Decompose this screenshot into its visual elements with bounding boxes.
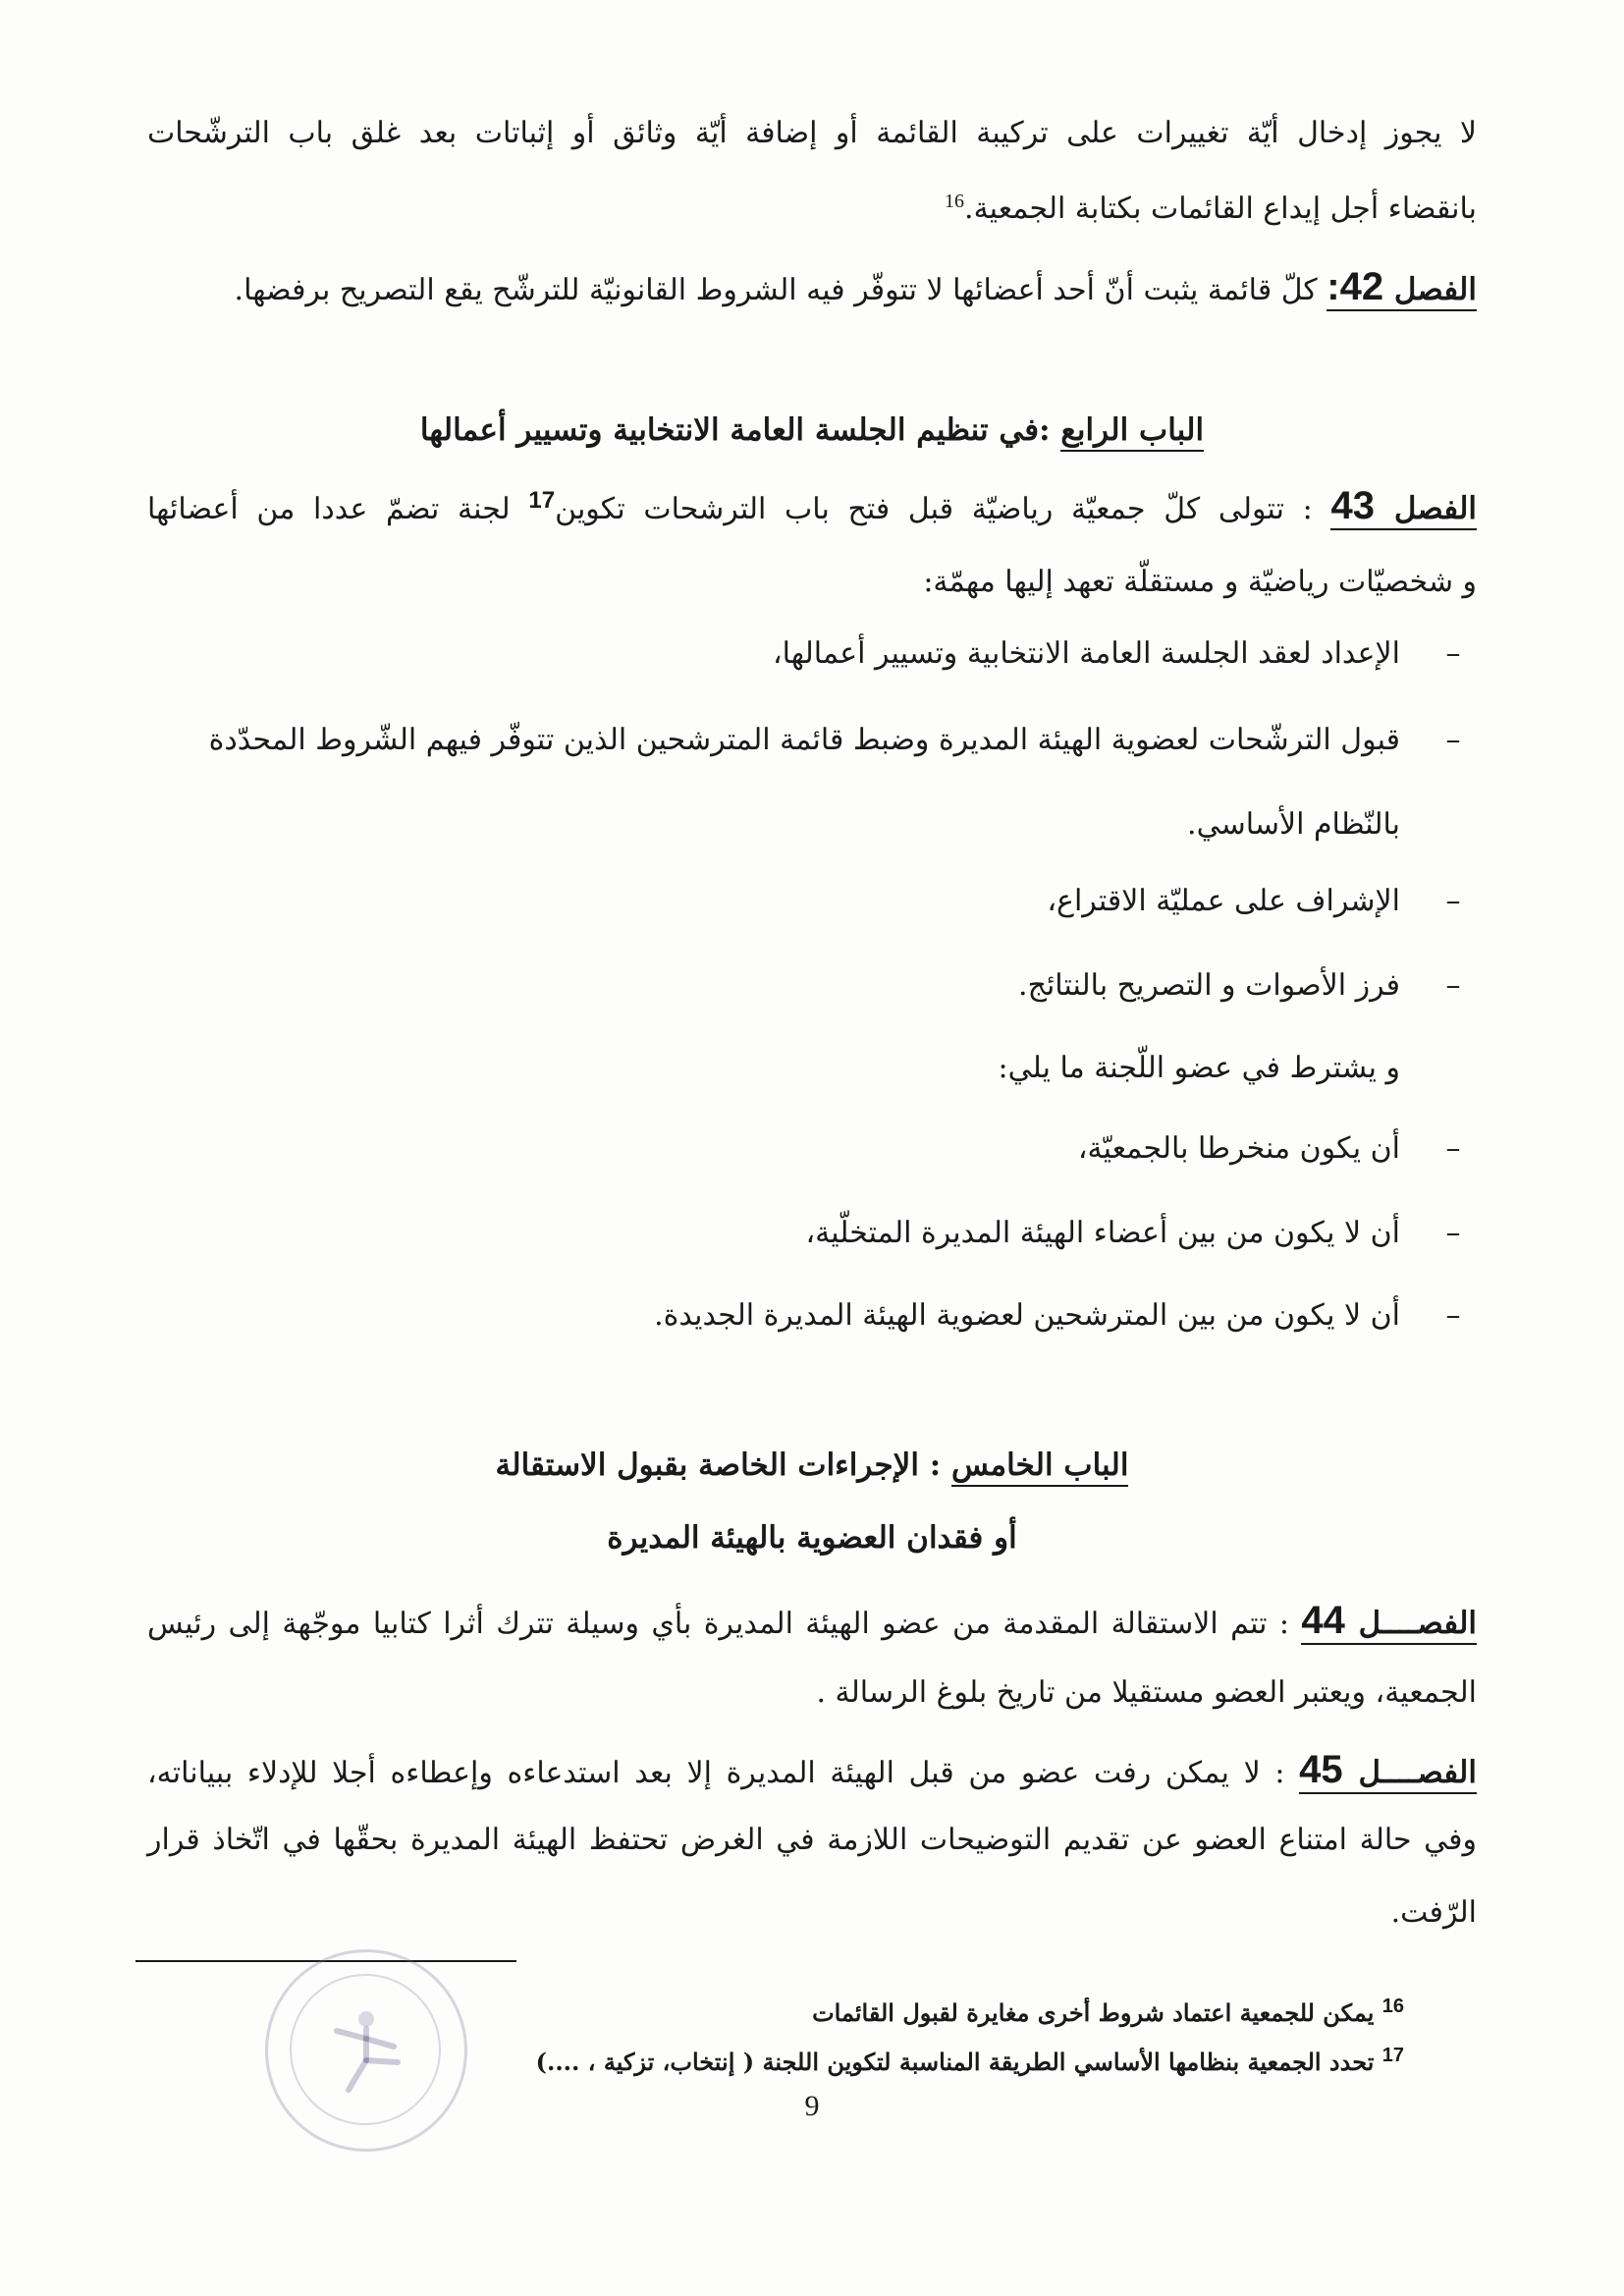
article-number: 44 <box>1301 1599 1345 1642</box>
paragraph-text: الجمعية، ويعتبر العضو مستقيلا من تاريخ بلوغ الرسالة . <box>816 1675 1477 1710</box>
article-label: الفصل <box>1393 272 1477 307</box>
paragraph-text: لا يجوز إدخال أيّة تغييرات على تركيبة القائمة أو إضافة أيّة وثائق أو إثباتات بعد غلق باب الترشّحات <box>147 116 1477 150</box>
chapter-title: : الإجراءات الخاصة بقبول الاستقالة <box>495 1448 942 1483</box>
article-number: 43 <box>1330 484 1375 527</box>
list-item <box>654 1298 1400 1333</box>
article-heading <box>1299 1748 1477 1794</box>
list-item-text: الإعداد لعقد الجلسة العامة الانتخابية وتسيير أعمالها، <box>772 636 1400 671</box>
list-item <box>1078 1131 1400 1166</box>
chapter-label: الباب الرابع <box>1060 412 1204 452</box>
article-heading <box>1330 484 1478 530</box>
list-item-text: قبول الترشّحات لعضوية الهيئة المديرة وضبط قائمة المترشحين الذين تتوفّر فيهم الشّروط المحدّدة <box>208 723 1400 757</box>
list-item-text: أن يكون منخرطا بالجمعيّة، <box>1077 1131 1400 1166</box>
article-text: : لا يمكن رفت عضو من قبل الهيئة المديرة إلا بعد استدعاءه وإعطاءه أجلا للإدلاء ببياناته، <box>147 1756 1285 1790</box>
dash-icon: – <box>1445 1131 1461 1166</box>
list-item <box>209 723 1400 757</box>
article-number: 42: <box>1326 265 1384 308</box>
dash-icon: – <box>1445 1216 1461 1250</box>
dash-icon: – <box>1445 1298 1461 1333</box>
article-45 <box>147 1748 1477 1792</box>
article-label: الفصــــل <box>1358 1606 1478 1641</box>
dash-icon: – <box>1445 636 1461 671</box>
chapter-label: الباب الخامس <box>951 1448 1128 1487</box>
dash-icon: – <box>1445 723 1461 757</box>
page-number: 9 <box>804 2090 820 2122</box>
paragraph-line <box>147 1823 1477 1857</box>
footnote-number: 17 <box>1381 2045 1404 2066</box>
paragraph-text: وفي حالة امتناع العضو عن تقديم التوضيحات اللازمة في الغرض تحتفظ الهيئة المديرة بحقّها في اتّخاذ قرار <box>147 1823 1477 1857</box>
chapter-heading <box>0 412 1624 448</box>
paragraph-line <box>816 1675 1477 1710</box>
article-43 <box>147 484 1477 528</box>
paragraph-line <box>923 565 1477 599</box>
paragraph-line <box>1391 1895 1477 1930</box>
article-42 <box>235 265 1477 309</box>
footnote-ref: 17 <box>528 487 556 514</box>
article-heading <box>1301 1599 1478 1645</box>
list-item <box>773 636 1400 671</box>
list-item <box>805 1216 1400 1250</box>
list-item <box>1018 968 1400 1003</box>
list-item-text: أن لا يكون من بين أعضاء الهيئة المديرة المتخلّية، <box>805 1216 1400 1250</box>
list-item-continuation <box>1187 807 1400 842</box>
paragraph-text: و يشترط في عضو اللّجنة ما يلي: <box>998 1051 1400 1085</box>
chapter-title: أو فقدان العضوية بالهيئة المديرة <box>607 1520 1017 1556</box>
article-44 <box>147 1599 1477 1643</box>
list-item-text: بالنّظام الأساسي. <box>1187 807 1400 842</box>
footnote-number: 16 <box>1381 1995 1404 2017</box>
footnote-16 <box>812 1995 1404 2027</box>
article-text: : تتم الاستقالة المقدمة من عضو الهيئة المديرة بأي وسيلة تترك أثرا كتابيا موجّهة إلى رئيس <box>147 1607 1290 1641</box>
article-text: : تتولى كلّ جمعيّة رياضيّة قبل فتح باب الترشحات تكوين <box>555 492 1313 526</box>
chapter-heading-line2 <box>0 1520 1624 1556</box>
paragraph-text: بانقضاء أجل إيداع القائمات بكتابة الجمعية. <box>964 191 1477 226</box>
paragraph-text: و شخصيّات رياضيّة و مستقلّة تعهد إليها مهمّة: <box>923 565 1477 599</box>
footnote-text: يمكن للجمعية اعتماد شروط أخرى مغايرة لقبول القائمات <box>812 1998 1375 2027</box>
footnote-text: تحدد الجمعية بنظامها الأساسي الطريقة المناسبة لتكوين اللجنة ( إنتخاب، تزكية ، ....) <box>535 2048 1375 2076</box>
footnote-ref: 16 <box>945 191 965 212</box>
footnote-17 <box>536 2045 1404 2076</box>
list-item <box>1047 884 1400 918</box>
article-heading <box>1326 265 1477 311</box>
dash-icon: – <box>1445 884 1461 918</box>
article-label: الفصل <box>1393 491 1478 526</box>
article-text: لجنة تضمّ عددا من أعضائها <box>147 492 511 526</box>
paragraph-text: الرّفت. <box>1390 1895 1477 1930</box>
list-item-text: فرز الأصوات و التصريح بالنتائج. <box>1018 968 1400 1003</box>
dash-icon: – <box>1445 968 1461 1003</box>
chapter-heading <box>0 1448 1624 1483</box>
article-number: 45 <box>1299 1748 1343 1791</box>
chapter-title: :في تنظيم الجلسة العامة الانتخابية وتسيير أعمالها <box>419 412 1051 448</box>
paragraph-line <box>945 191 1477 226</box>
list-item-text: أن لا يكون من بين المترشحين لعضوية الهيئة المديرة الجديدة. <box>654 1298 1400 1333</box>
paragraph-line <box>147 116 1477 150</box>
article-label: الفصــــل <box>1358 1755 1477 1790</box>
list-item-text: الإشراف على عمليّة الاقتراع، <box>1047 884 1400 918</box>
article-text: كلّ قائمة يثبت أنّ أحد أعضائها لا تتوفّر فيه الشروط القانونيّة للترشّح يقع التصريح برفضها. <box>234 273 1318 307</box>
conditions-intro <box>999 1051 1400 1085</box>
